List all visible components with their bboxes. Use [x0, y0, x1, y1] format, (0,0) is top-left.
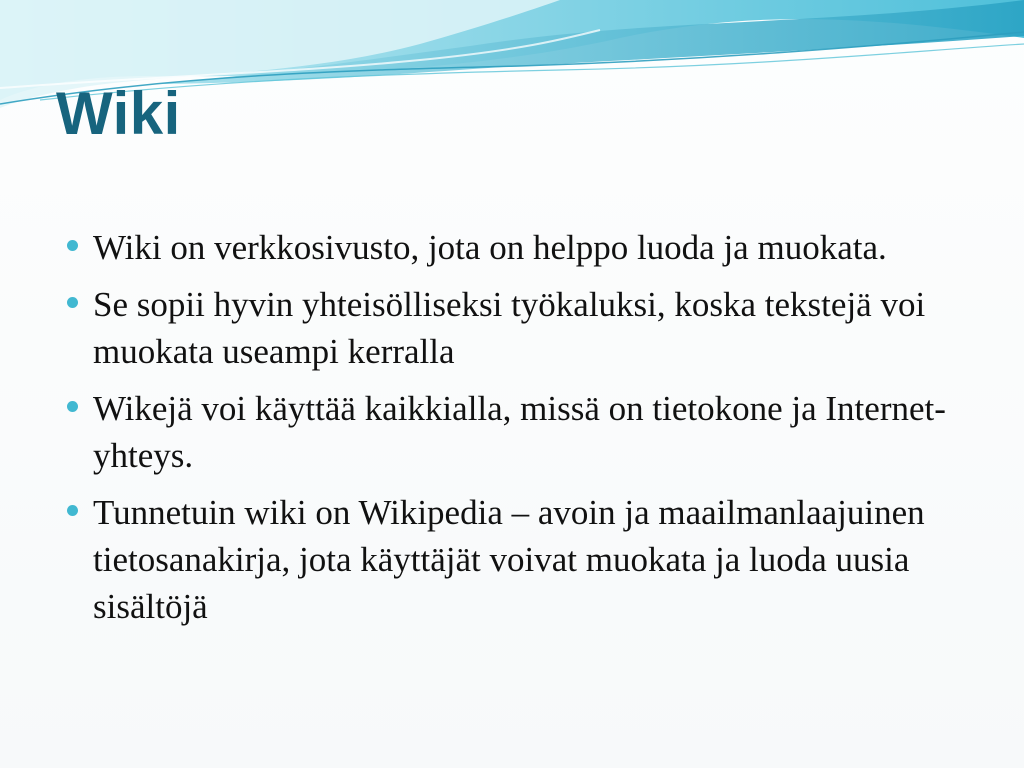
bullet-text: Tunnetuin wiki on Wikipedia – avoin ja maailmanlaajuinen tietosanakirja, jota käyttäjät voivat muokata ja luoda uusia sisältöjä — [93, 493, 925, 626]
bullet-dot-icon — [67, 505, 78, 516]
bullet-dot-icon — [67, 240, 78, 251]
bullet-item — [64, 385, 984, 479]
bullet-item — [64, 489, 984, 630]
bullet-item — [64, 281, 984, 375]
bullet-dot-icon — [67, 297, 78, 308]
slide-title: Wiki — [56, 80, 181, 147]
bullet-text: Wiki on verkkosivusto, jota on helppo luoda ja muokata. — [93, 228, 887, 267]
bullet-text: Se sopii hyvin yhteisölliseksi työkaluksi, koska tekstejä voi muokata useampi kerralla — [93, 285, 926, 371]
bullet-list — [64, 224, 984, 640]
bullet-dot-icon — [67, 401, 78, 412]
bullet-text: Wikejä voi käyttää kaikkialla, missä on tietokone ja Internet-yhteys. — [93, 389, 946, 475]
bullet-item — [64, 224, 984, 271]
